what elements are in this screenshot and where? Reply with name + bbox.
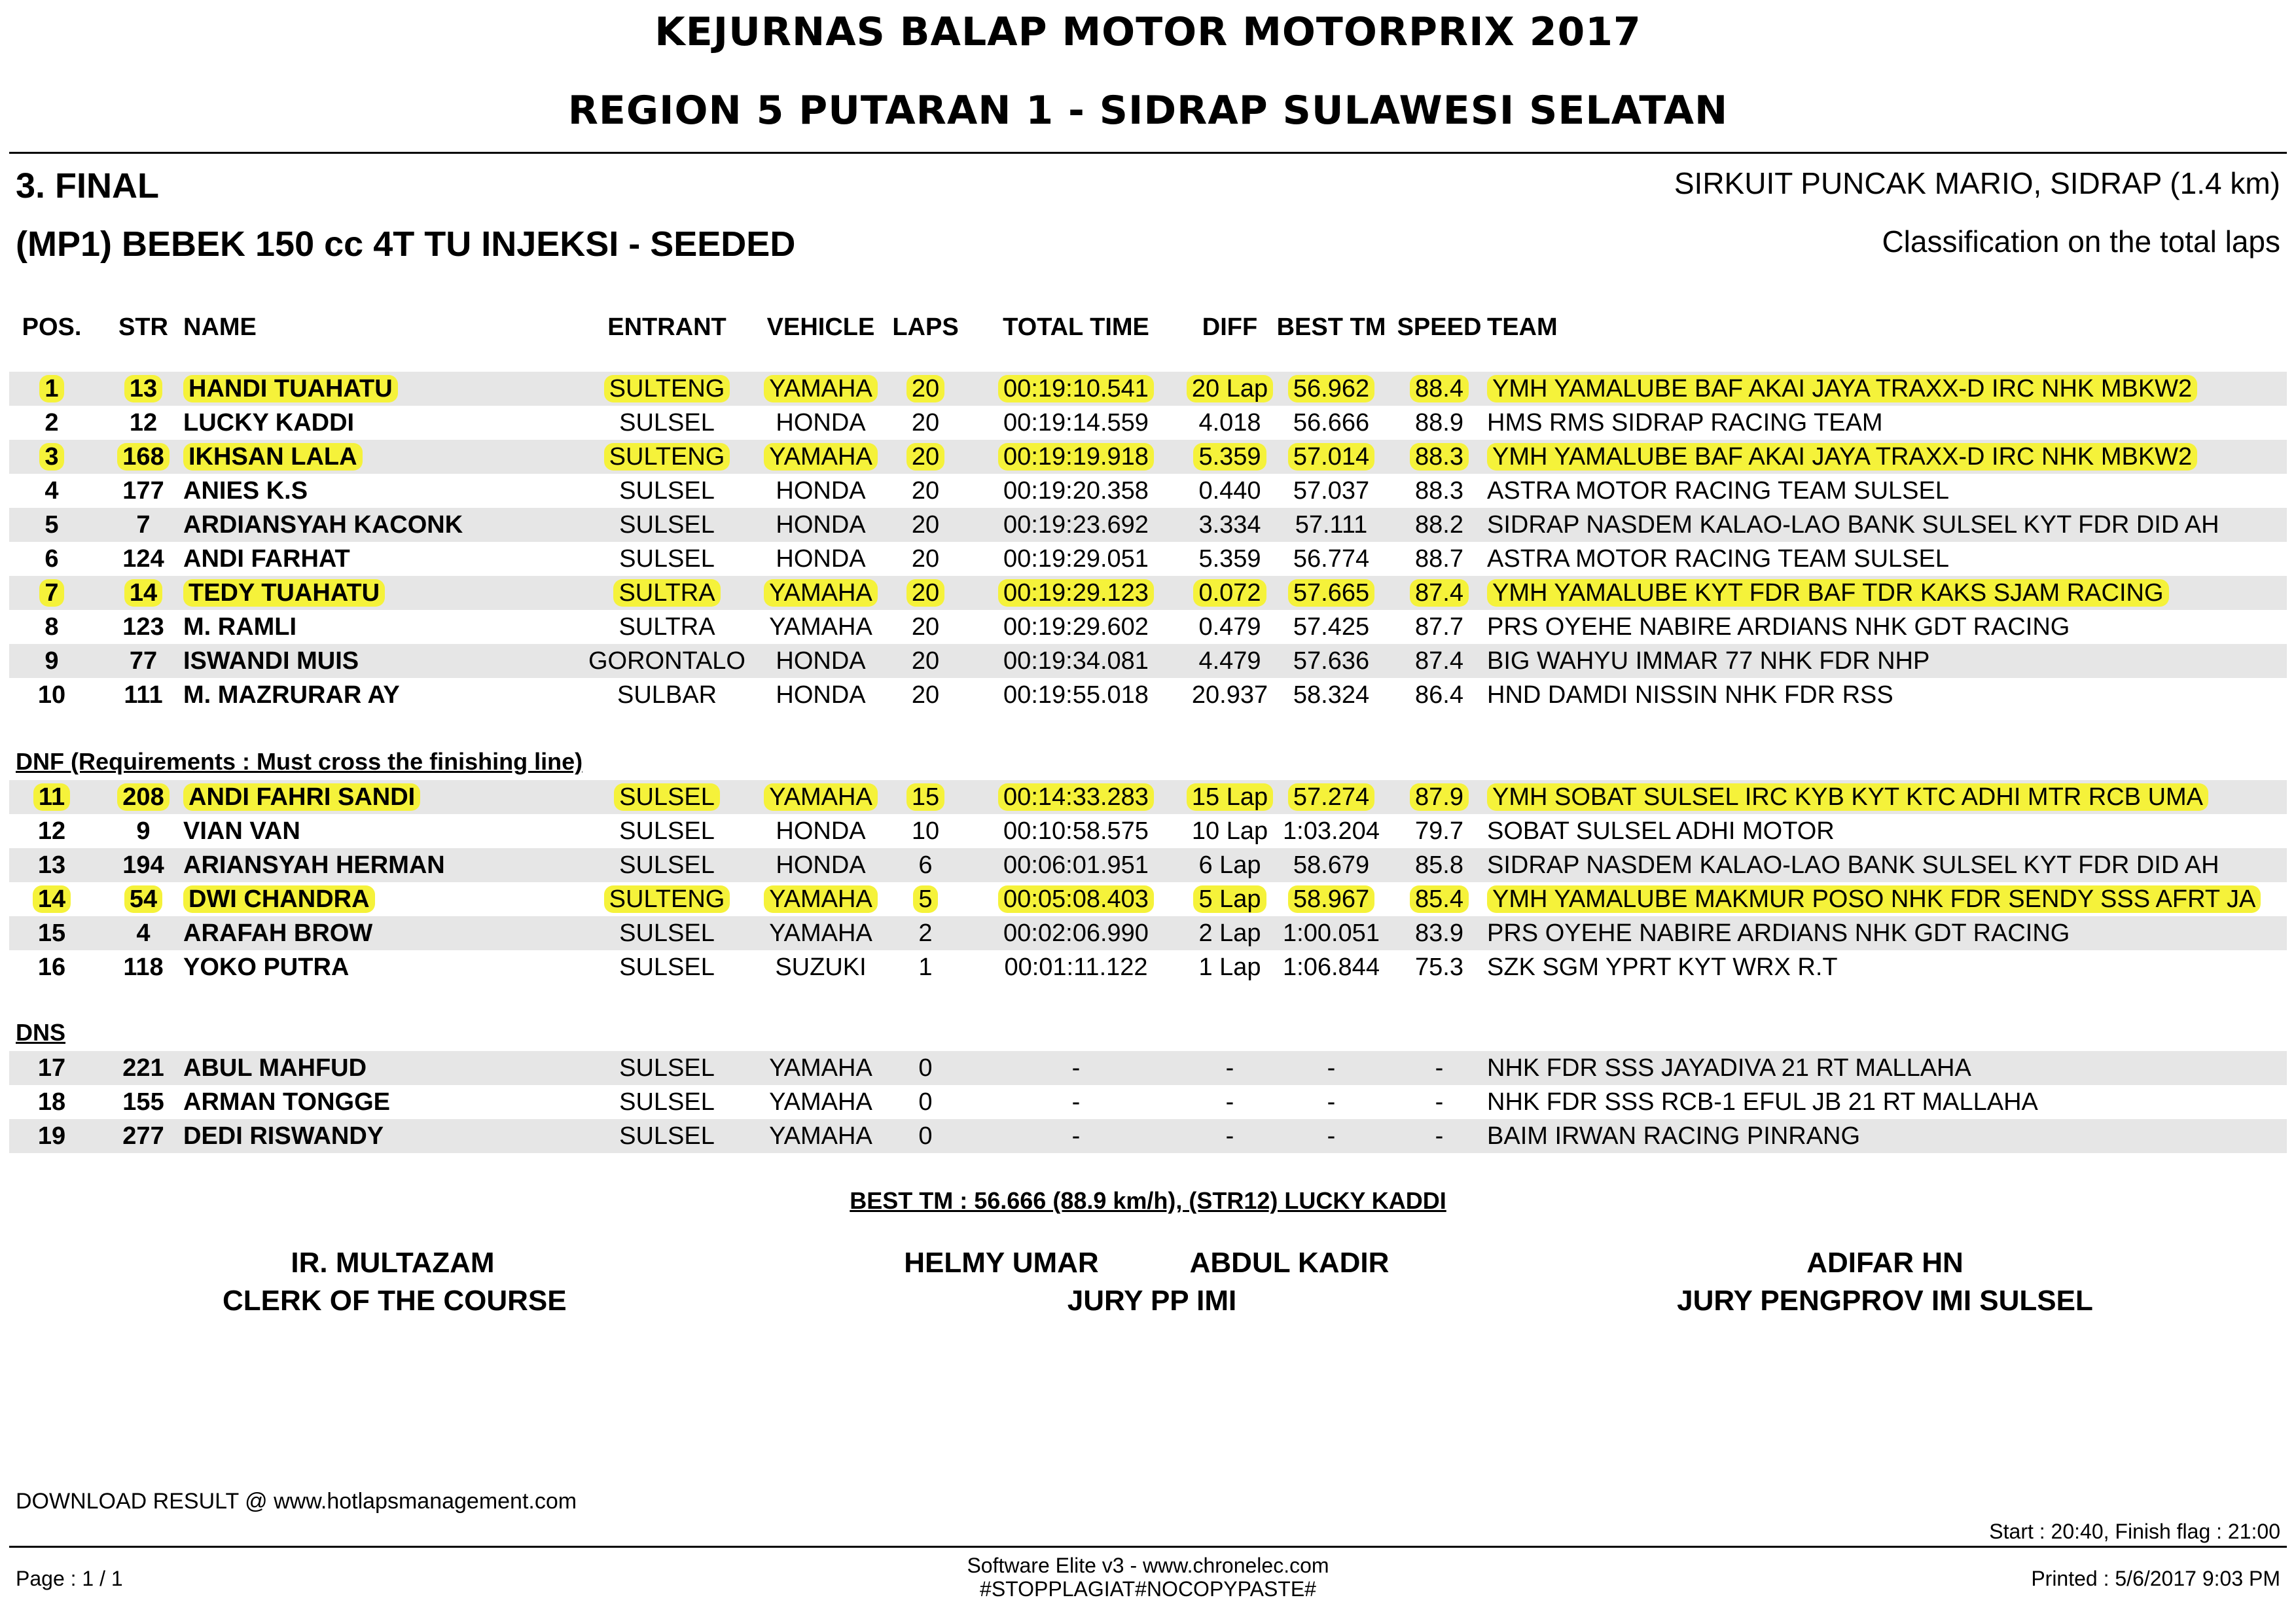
cell-name: DWI CHANDRA bbox=[183, 882, 576, 916]
cell-speed: - bbox=[1435, 1122, 1444, 1150]
cell-laps: 20 bbox=[880, 576, 971, 610]
cell-str: 177 bbox=[122, 477, 164, 505]
cell-best: 57.425 bbox=[1293, 613, 1370, 641]
jury3-name: ADIFAR HN bbox=[1806, 1247, 1964, 1279]
cell-str: 54 bbox=[94, 882, 192, 916]
cell-team: YMH YAMALUBE BAF AKAI JAYA TRAXX-D IRC NHK MBKW2 bbox=[1487, 372, 2279, 406]
cell-diff: 5.359 bbox=[1174, 440, 1285, 474]
cell-diff: 4.479 bbox=[1198, 647, 1261, 675]
cell-name: M. MAZRURAR AY bbox=[183, 681, 400, 709]
cell-str: 168 bbox=[94, 440, 192, 474]
cell-entrant: SULSEL bbox=[619, 409, 715, 437]
cell-diff: - bbox=[1225, 1054, 1234, 1082]
cell-total: 00:19:34.081 bbox=[1003, 647, 1149, 675]
cell-pos: 3 bbox=[9, 440, 94, 474]
table-row bbox=[9, 780, 2287, 814]
cell-pos: 16 bbox=[37, 954, 66, 981]
cell-total: 00:19:29.602 bbox=[1003, 613, 1149, 641]
printed-date: Printed : 5/6/2017 9:03 PM bbox=[2031, 1567, 2280, 1590]
cell-diff: 10 Lap bbox=[1191, 817, 1268, 845]
cell-vehicle: HONDA bbox=[776, 409, 866, 437]
cell-best: 57.111 bbox=[1295, 511, 1368, 539]
cell-team: SOBAT SULSEL ADHI MOTOR bbox=[1487, 817, 1835, 845]
cell-entrant: SULSEL bbox=[585, 780, 749, 814]
table-row bbox=[9, 644, 2287, 678]
cell-laps: 1 bbox=[918, 954, 933, 981]
col-diff: DIFF bbox=[1202, 313, 1258, 341]
title-line-1: KEJURNAS BALAP MOTOR MOTORPRIX 2017 bbox=[655, 9, 1641, 55]
cell-speed: - bbox=[1435, 1088, 1444, 1116]
cell-speed: 87.4 bbox=[1415, 647, 1463, 675]
table-row bbox=[9, 1051, 2287, 1085]
cell-entrant: SULSEL bbox=[619, 545, 715, 573]
cell-str: 13 bbox=[94, 372, 192, 406]
cell-laps: 20 bbox=[911, 613, 940, 641]
class-title: (MP1) BEBEK 150 cc 4T TU INJEKSI - SEEDED bbox=[16, 224, 796, 264]
cell-name: IKHSAN LALA bbox=[183, 440, 576, 474]
cell-vehicle: YAMAHA bbox=[749, 576, 893, 610]
cell-str: 111 bbox=[124, 681, 163, 709]
cell-total: 00:19:29.123 bbox=[978, 576, 1174, 610]
cell-diff: 5 Lap bbox=[1174, 882, 1285, 916]
session-title: 3. FINAL bbox=[16, 166, 160, 205]
cell-name: ARAFAH BROW bbox=[183, 919, 373, 947]
cell-entrant: SULSEL bbox=[619, 1054, 715, 1082]
cell-team: SZK SGM YPRT KYT WRX R.T bbox=[1487, 954, 1838, 981]
dns-label: DNS bbox=[16, 1019, 66, 1046]
cell-diff: 20 Lap bbox=[1174, 372, 1285, 406]
cell-name: M. RAMLI bbox=[183, 613, 297, 641]
cell-diff: 4.018 bbox=[1198, 409, 1261, 437]
cell-pos: 13 bbox=[37, 851, 66, 879]
cell-vehicle: YAMAHA bbox=[749, 882, 893, 916]
col-entrant: ENTRANT bbox=[607, 313, 726, 341]
cell-laps: 20 bbox=[911, 511, 940, 539]
cell-entrant: SULSEL bbox=[619, 477, 715, 505]
cell-entrant: SULSEL bbox=[619, 1122, 715, 1150]
cell-pos: 17 bbox=[37, 1054, 66, 1082]
cell-laps: 20 bbox=[911, 409, 940, 437]
jury3-role: JURY PENGPROV IMI SULSEL bbox=[1677, 1285, 2093, 1317]
cell-str: 9 bbox=[136, 817, 151, 845]
cell-speed: 87.4 bbox=[1384, 576, 1495, 610]
cell-total: 00:19:14.559 bbox=[1003, 409, 1149, 437]
cell-diff: - bbox=[1225, 1088, 1234, 1116]
cell-team: PRS OYEHE NABIRE ARDIANS NHK GDT RACING bbox=[1487, 613, 2070, 641]
title-line-2: REGION 5 PUTARAN 1 - SIDRAP SULAWESI SELATAN bbox=[567, 88, 1729, 134]
cell-entrant: SULSEL bbox=[619, 511, 715, 539]
cell-pos: 1 bbox=[9, 372, 94, 406]
cell-vehicle: YAMAHA bbox=[769, 1088, 872, 1116]
cell-best: 57.037 bbox=[1293, 477, 1370, 505]
cell-total: 00:10:58.575 bbox=[1003, 817, 1149, 845]
cell-diff: 0.440 bbox=[1198, 477, 1261, 505]
cell-laps: 2 bbox=[918, 919, 933, 947]
cell-name: ANIES K.S bbox=[183, 477, 308, 505]
cell-total: 00:19:55.018 bbox=[1003, 681, 1149, 709]
table-row bbox=[9, 542, 2287, 576]
cell-laps: 20 bbox=[880, 440, 971, 474]
cell-total: 00:14:33.283 bbox=[978, 780, 1174, 814]
circuit-info: SIRKUIT PUNCAK MARIO, SIDRAP (1.4 km) bbox=[1674, 166, 2280, 200]
cell-name: ANDI FAHRI SANDI bbox=[183, 780, 576, 814]
cell-str: 4 bbox=[136, 919, 151, 947]
cell-entrant: SULTENG bbox=[585, 372, 749, 406]
cell-laps: 6 bbox=[918, 851, 933, 879]
table-row bbox=[9, 508, 2287, 542]
col-vehicle: VEHICLE bbox=[766, 313, 875, 341]
cell-speed: 88.3 bbox=[1415, 477, 1463, 505]
cell-name: YOKO PUTRA bbox=[183, 954, 350, 981]
cell-diff: 3.334 bbox=[1198, 511, 1261, 539]
cell-name: DEDI RISWANDY bbox=[183, 1122, 384, 1150]
cell-best: 57.665 bbox=[1272, 576, 1390, 610]
cell-team: YMH YAMALUBE MAKMUR POSO NHK FDR SENDY SSS AFRT JA bbox=[1487, 882, 2279, 916]
cell-pos: 4 bbox=[45, 477, 59, 505]
bottom-divider bbox=[9, 1546, 2287, 1548]
cell-total: - bbox=[1071, 1054, 1081, 1082]
cell-speed: 87.7 bbox=[1415, 613, 1463, 641]
dnf-label: DNF (Requirements : Must cross the finishing line) bbox=[16, 748, 583, 775]
cell-diff: 15 Lap bbox=[1174, 780, 1285, 814]
jury-role: JURY PP IMI bbox=[1067, 1285, 1237, 1317]
cell-name: ABUL MAHFUD bbox=[183, 1054, 367, 1082]
cell-vehicle: YAMAHA bbox=[769, 919, 872, 947]
cell-team: YMH YAMALUBE BAF AKAI JAYA TRAXX-D IRC NHK MBKW2 bbox=[1487, 440, 2279, 474]
table-row bbox=[9, 916, 2287, 950]
classification-note: Classification on the total laps bbox=[1882, 224, 2280, 259]
cell-vehicle: HONDA bbox=[776, 681, 866, 709]
cell-diff: 1 Lap bbox=[1198, 954, 1261, 981]
cell-name: TEDY TUAHATU bbox=[183, 576, 576, 610]
cell-str: 77 bbox=[129, 647, 158, 675]
cell-team: SIDRAP NASDEM KALAO-LAO BANK SULSEL KYT FDR DID AH bbox=[1487, 511, 2219, 539]
table-row bbox=[9, 678, 2287, 712]
start-finish-info: Start : 20:40, Finish flag : 21:00 bbox=[1989, 1520, 2280, 1543]
hashtag-note: #STOPPLAGIAT#NOCOPYPASTE# bbox=[980, 1577, 1316, 1601]
cell-str: 7 bbox=[136, 511, 151, 539]
cell-diff: - bbox=[1225, 1122, 1234, 1150]
table-row bbox=[9, 440, 2287, 474]
cell-vehicle: HONDA bbox=[776, 511, 866, 539]
cell-best: - bbox=[1327, 1122, 1336, 1150]
cell-speed: 85.4 bbox=[1384, 882, 1495, 916]
cell-name: ARDIANSYAH KACONK bbox=[183, 511, 463, 539]
table-row bbox=[9, 474, 2287, 508]
cell-name: HANDI TUAHATU bbox=[183, 372, 576, 406]
cell-team: HND DAMDI NISSIN NHK FDR RSS bbox=[1487, 681, 1893, 709]
cell-best: - bbox=[1327, 1088, 1336, 1116]
cell-name: LUCKY KADDI bbox=[183, 409, 355, 437]
cell-best: 58.679 bbox=[1293, 851, 1370, 879]
cell-laps: 15 bbox=[880, 780, 971, 814]
cell-entrant: SULBAR bbox=[617, 681, 717, 709]
cell-laps: 20 bbox=[880, 372, 971, 406]
cell-team: ASTRA MOTOR RACING TEAM SULSEL bbox=[1487, 545, 1949, 573]
cell-vehicle: YAMAHA bbox=[749, 440, 893, 474]
cell-entrant: SULTRA bbox=[619, 613, 715, 641]
cell-best: 58.967 bbox=[1272, 882, 1390, 916]
cell-laps: 20 bbox=[911, 477, 940, 505]
cell-speed: 85.8 bbox=[1415, 851, 1463, 879]
table-header bbox=[9, 310, 2287, 344]
cell-str: 118 bbox=[123, 954, 164, 981]
cell-vehicle: YAMAHA bbox=[769, 1122, 872, 1150]
cell-total: - bbox=[1071, 1088, 1081, 1116]
cell-pos: 9 bbox=[45, 647, 59, 675]
cell-best: 57.274 bbox=[1272, 780, 1390, 814]
table-row bbox=[9, 882, 2287, 916]
table-row bbox=[9, 1119, 2287, 1153]
cell-entrant: SULSEL bbox=[619, 919, 715, 947]
cell-diff: 0.072 bbox=[1174, 576, 1285, 610]
cell-total: 00:19:10.541 bbox=[978, 372, 1174, 406]
cell-best: 1:06.844 bbox=[1283, 954, 1380, 981]
cell-laps: 5 bbox=[880, 882, 971, 916]
col-team: TEAM bbox=[1487, 313, 1558, 341]
cell-total: 00:19:20.358 bbox=[1003, 477, 1149, 505]
cell-entrant: SULSEL bbox=[619, 1088, 715, 1116]
cell-speed: 88.4 bbox=[1384, 372, 1495, 406]
cell-speed: 75.3 bbox=[1415, 954, 1463, 981]
cell-entrant: SULSEL bbox=[619, 817, 715, 845]
cell-total: 00:06:01.951 bbox=[1003, 851, 1149, 879]
cell-best: 56.666 bbox=[1293, 409, 1370, 437]
cell-team: NHK FDR SSS RCB-1 EFUL JB 21 RT MALLAHA bbox=[1487, 1088, 2038, 1116]
cell-team: PRS OYEHE NABIRE ARDIANS NHK GDT RACING bbox=[1487, 919, 2070, 947]
cell-speed: 86.4 bbox=[1415, 681, 1463, 709]
col-name: NAME bbox=[183, 313, 257, 341]
cell-diff: 20.937 bbox=[1191, 681, 1268, 709]
cell-str: 12 bbox=[129, 409, 158, 437]
cell-total: 00:19:29.051 bbox=[1003, 545, 1149, 573]
software-credit: Software Elite v3 - www.chronelec.com bbox=[967, 1554, 1329, 1577]
cell-pos: 6 bbox=[45, 545, 59, 573]
cell-total: 00:19:23.692 bbox=[1003, 511, 1149, 539]
cell-best: 56.774 bbox=[1293, 545, 1370, 573]
cell-entrant: SULTENG bbox=[585, 882, 749, 916]
cell-pos: 10 bbox=[37, 681, 66, 709]
cell-team: BIG WAHYU IMMAR 77 NHK FDR NHP bbox=[1487, 647, 1930, 675]
cell-best: 1:03.204 bbox=[1283, 817, 1380, 845]
cell-str: 208 bbox=[94, 780, 192, 814]
cell-vehicle: HONDA bbox=[776, 817, 866, 845]
cell-entrant: SULSEL bbox=[619, 851, 715, 879]
col-str: STR bbox=[118, 313, 168, 341]
table-row bbox=[9, 372, 2287, 406]
cell-entrant: SULTRA bbox=[585, 576, 749, 610]
cell-team: YMH SOBAT SULSEL IRC KYB KYT KTC ADHI MTR RCB UMA bbox=[1487, 780, 2279, 814]
table-row bbox=[9, 848, 2287, 882]
table-row bbox=[9, 1085, 2287, 1119]
cell-str: 155 bbox=[122, 1088, 164, 1116]
cell-vehicle: HONDA bbox=[776, 477, 866, 505]
cell-laps: 20 bbox=[911, 545, 940, 573]
cell-laps: 0 bbox=[918, 1122, 933, 1150]
col-best-tm: BEST TM bbox=[1276, 313, 1386, 341]
cell-speed: 88.3 bbox=[1384, 440, 1495, 474]
cell-entrant: SULSEL bbox=[619, 954, 715, 981]
cell-laps: 20 bbox=[911, 647, 940, 675]
cell-pos: 5 bbox=[45, 511, 59, 539]
page-number: Page : 1 / 1 bbox=[16, 1567, 123, 1590]
cell-pos: 15 bbox=[37, 919, 66, 947]
cell-diff: 0.479 bbox=[1198, 613, 1261, 641]
cell-best: 58.324 bbox=[1293, 681, 1370, 709]
cell-pos: 8 bbox=[45, 613, 59, 641]
table-row bbox=[9, 610, 2287, 644]
cell-diff: 5.359 bbox=[1198, 545, 1261, 573]
cell-team: SIDRAP NASDEM KALAO-LAO BANK SULSEL KYT FDR DID AH bbox=[1487, 851, 2219, 879]
cell-pos: 11 bbox=[9, 780, 94, 814]
cell-name: ARMAN TONGGE bbox=[183, 1088, 390, 1116]
cell-speed: 88.9 bbox=[1415, 409, 1463, 437]
clerk-name: IR. MULTAZAM bbox=[291, 1247, 495, 1279]
cell-speed: 79.7 bbox=[1415, 817, 1463, 845]
cell-vehicle: YAMAHA bbox=[749, 372, 893, 406]
cell-str: 14 bbox=[94, 576, 192, 610]
cell-laps: 0 bbox=[918, 1088, 933, 1116]
best-lap-summary: BEST TM : 56.666 (88.9 km/h), (STR12) LUCKY KADDI bbox=[850, 1187, 1446, 1214]
table-row bbox=[9, 814, 2287, 848]
jury1-name: HELMY UMAR bbox=[904, 1247, 1099, 1279]
cell-name: VIAN VAN bbox=[183, 817, 300, 845]
cell-entrant: GORONTALO bbox=[588, 647, 745, 675]
cell-pos: 18 bbox=[37, 1088, 66, 1116]
cell-team: ASTRA MOTOR RACING TEAM SULSEL bbox=[1487, 477, 1949, 505]
cell-best: 1:00.051 bbox=[1283, 919, 1380, 947]
cell-laps: 20 bbox=[911, 681, 940, 709]
col-pos: POS. bbox=[22, 313, 82, 341]
cell-str: 221 bbox=[122, 1054, 164, 1082]
cell-total: 00:02:06.990 bbox=[1003, 919, 1149, 947]
cell-speed: 88.2 bbox=[1415, 511, 1463, 539]
cell-vehicle: YAMAHA bbox=[749, 780, 893, 814]
cell-total: 00:19:19.918 bbox=[978, 440, 1174, 474]
cell-pos: 14 bbox=[9, 882, 94, 916]
cell-team: BAIM IRWAN RACING PINRANG bbox=[1487, 1122, 1861, 1150]
cell-vehicle: HONDA bbox=[776, 647, 866, 675]
cell-pos: 12 bbox=[37, 817, 66, 845]
cell-diff: 2 Lap bbox=[1198, 919, 1261, 947]
cell-pos: 7 bbox=[9, 576, 94, 610]
cell-name: ANDI FARHAT bbox=[183, 545, 350, 573]
download-note: DOWNLOAD RESULT @ www.hotlapsmanagement.com bbox=[16, 1489, 577, 1514]
cell-team: HMS RMS SIDRAP RACING TEAM bbox=[1487, 409, 1883, 437]
cell-best: 57.636 bbox=[1293, 647, 1370, 675]
cell-pos: 2 bbox=[45, 409, 59, 437]
cell-best: - bbox=[1327, 1054, 1336, 1082]
cell-pos: 19 bbox=[37, 1122, 66, 1150]
cell-diff: 6 Lap bbox=[1198, 851, 1261, 879]
col-total-time: TOTAL TIME bbox=[1003, 313, 1149, 341]
cell-entrant: SULTENG bbox=[585, 440, 749, 474]
cell-name: ISWANDI MUIS bbox=[183, 647, 359, 675]
cell-team: NHK FDR SSS JAYADIVA 21 RT MALLAHA bbox=[1487, 1054, 1971, 1082]
col-laps: LAPS bbox=[892, 313, 959, 341]
cell-total: - bbox=[1071, 1122, 1081, 1150]
cell-vehicle: HONDA bbox=[776, 545, 866, 573]
cell-vehicle: YAMAHA bbox=[769, 613, 872, 641]
cell-laps: 0 bbox=[918, 1054, 933, 1082]
cell-str: 124 bbox=[122, 545, 164, 573]
cell-vehicle: SUZUKI bbox=[775, 954, 867, 981]
table-row bbox=[9, 406, 2287, 440]
cell-str: 123 bbox=[122, 613, 164, 641]
cell-laps: 10 bbox=[911, 817, 940, 845]
cell-speed: 87.9 bbox=[1384, 780, 1495, 814]
cell-name: ARIANSYAH HERMAN bbox=[183, 851, 445, 879]
cell-speed: 88.7 bbox=[1415, 545, 1463, 573]
clerk-role: CLERK OF THE COURSE bbox=[223, 1285, 567, 1317]
jury2-name: ABDUL KADIR bbox=[1189, 1247, 1390, 1279]
cell-best: 57.014 bbox=[1272, 440, 1390, 474]
cell-speed: - bbox=[1435, 1054, 1444, 1082]
table-row bbox=[9, 950, 2287, 984]
cell-team: YMH YAMALUBE KYT FDR BAF TDR KAKS SJAM RACING bbox=[1487, 576, 2279, 610]
top-divider bbox=[9, 152, 2287, 154]
cell-total: 00:01:11.122 bbox=[1004, 954, 1148, 981]
cell-str: 194 bbox=[122, 851, 164, 879]
cell-str: 277 bbox=[122, 1122, 164, 1150]
table-row bbox=[9, 576, 2287, 610]
cell-speed: 83.9 bbox=[1415, 919, 1463, 947]
cell-vehicle: HONDA bbox=[776, 851, 866, 879]
col-speed: SPEED bbox=[1397, 313, 1482, 341]
cell-total: 00:05:08.403 bbox=[978, 882, 1174, 916]
cell-best: 56.962 bbox=[1272, 372, 1390, 406]
cell-vehicle: YAMAHA bbox=[769, 1054, 872, 1082]
